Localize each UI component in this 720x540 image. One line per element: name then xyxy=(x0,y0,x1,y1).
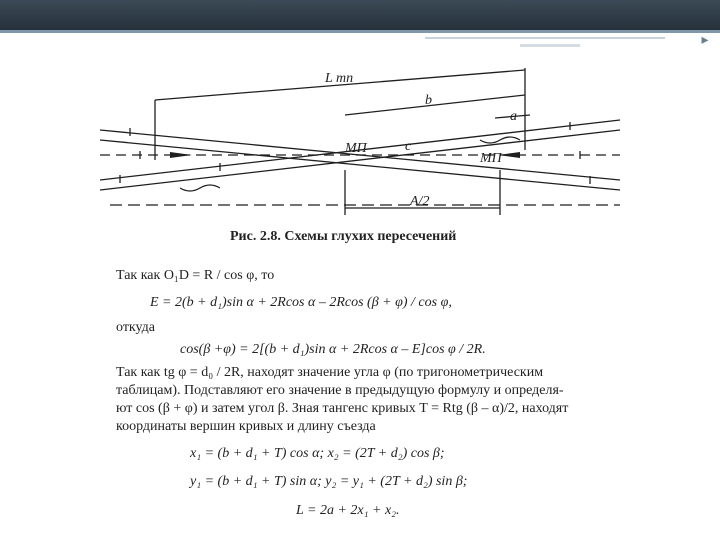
header-accent-rule xyxy=(0,30,720,33)
diagonal-track-lower xyxy=(100,130,620,190)
label-ltp: L тп xyxy=(325,71,354,86)
label-a-half: A/2 xyxy=(410,194,430,209)
decorative-rule-short xyxy=(520,44,580,47)
text-line-1: Так как O₁D = R / cos φ, то xyxy=(116,268,275,283)
paragraph-line-4: координаты вершин кривых и длину съезда xyxy=(116,419,376,434)
text-line-otkuda: откуда xyxy=(116,320,155,335)
label-a: a xyxy=(510,109,517,124)
paragraph-line-1: Так как tg φ = d₀ / 2R, находят значение угла φ (по тригонометрическим xyxy=(116,365,544,380)
paragraph-line-2: таблицам). Подставляют его значение в предыдущую формулу и определя- xyxy=(116,383,564,398)
decorative-rule xyxy=(425,37,665,39)
formula-e: E = 2(b + d₁)sin α + 2Rcos α – 2Rcos (β + φ) / cos φ, xyxy=(150,295,452,310)
label-mp-right: МП xyxy=(480,151,502,166)
switch-point-left xyxy=(170,152,192,158)
label-c: c xyxy=(405,139,412,154)
figure-caption: Рис. 2.8. Схемы глухих пересечений xyxy=(230,229,457,244)
bracket-left xyxy=(180,185,220,191)
formula-cos: cos(β +φ) = 2[(b + d₁)sin α + 2Rcos α – E]cos φ / 2R. xyxy=(180,342,486,357)
formula-x: x₁ = (b + d₁ + T) cos α; x₂ = (2T + d₂) cos β; xyxy=(190,446,445,461)
triangle-marker-icon: ▸ xyxy=(701,33,709,48)
formula-l: L = 2a + 2x₁ + x₂. xyxy=(296,503,400,518)
slide-header-bar xyxy=(0,0,720,30)
label-mp-left: МП xyxy=(345,141,367,156)
paragraph-line-3: ют cos (β + φ) и затем угол β. Зная тангенс кривых T = Rtg (β – α)/2, находят xyxy=(116,401,569,416)
formula-y: y₁ = (b + d₁ + T) sin α; y₂ = y₁ + (2T + d₂) sin β; xyxy=(190,474,468,489)
label-b: b xyxy=(425,93,432,108)
dim-line-b xyxy=(345,95,525,115)
